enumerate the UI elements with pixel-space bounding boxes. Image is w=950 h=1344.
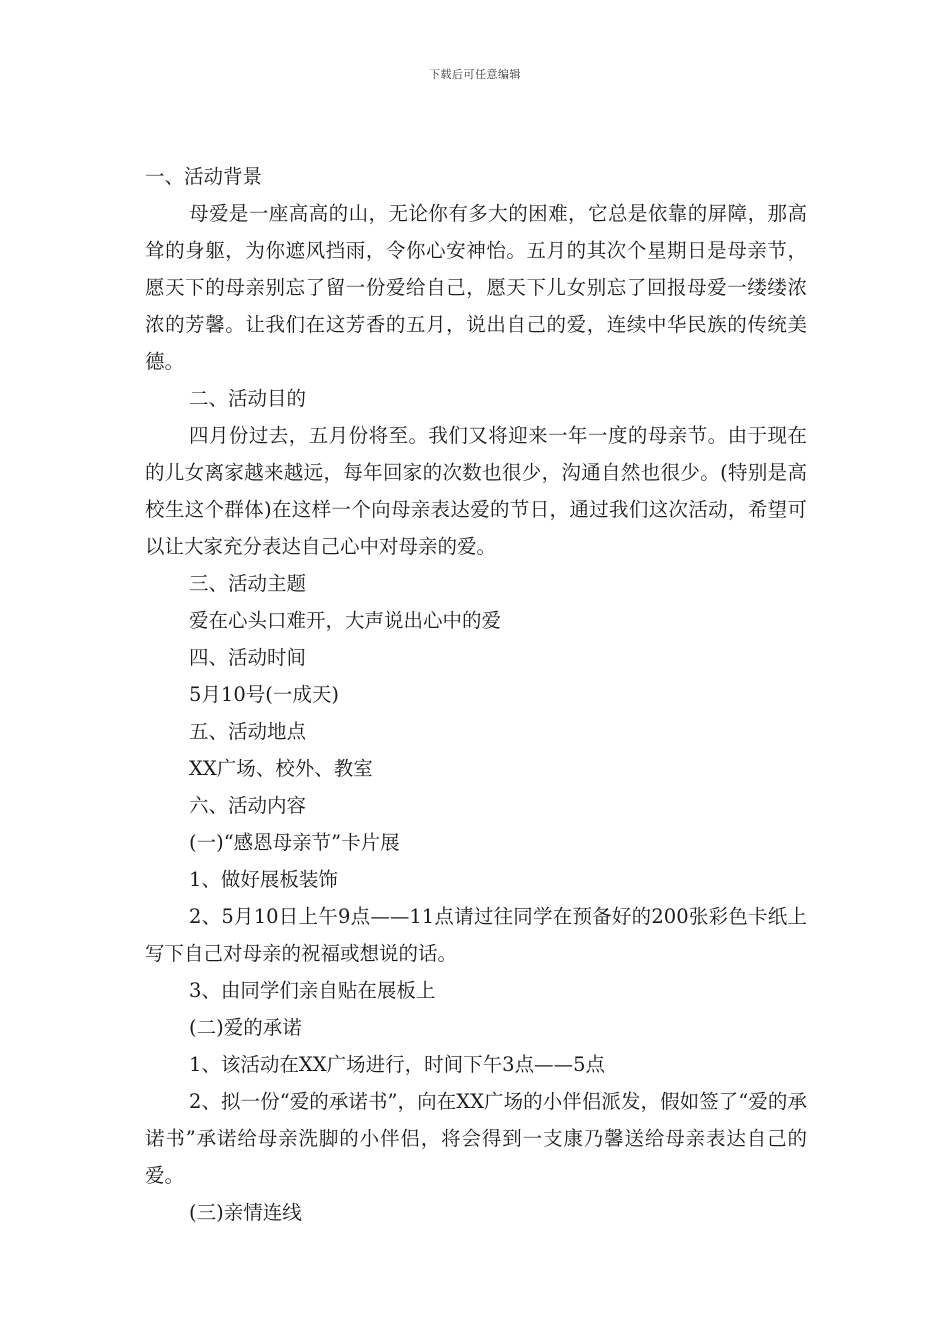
section-heading-theme: 三、活动主题 (189, 572, 307, 595)
section-heading-background: 一、活动背景 (145, 165, 263, 188)
list-item: 1、做好展板装饰 (189, 868, 338, 891)
document-body (145, 158, 807, 1231)
list-item: 3、由同学们亲自贴在展板上 (189, 979, 436, 1002)
list-item: 2、拟一份“爱的承诺书”，向在XX广场的小伴侣派发，假如签了“爱的承诺书”承诺给母亲洗脚的小伴侣，将会得到一支康乃馨送给母亲表达自己的爱。 (145, 1090, 807, 1187)
paragraph-purpose: 四月份过去，五月份将至。我们又将迎来一年一度的母亲节。由于现在的儿女离家越来越远，每年回家的次数也很少，沟通自然也很少。(特别是高校生这个群体)在这样一个向母亲表达爱的节日，通过我们这次活动，希望可以让大家充分表达自己心中对母亲的爱。 (145, 424, 807, 558)
subsection-heading-love-promise: (二)爱的承诺 (189, 1016, 302, 1039)
paragraph-time: 5月10号(一成天) (189, 683, 339, 706)
section-heading-time: 四、活动时间 (189, 646, 307, 669)
paragraph-background: 母爱是一座高高的山，无论你有多大的困难，它总是依靠的屏障，那高耸的身躯，为你遮风挡雨，令你心安神怡。五月的其次个星期日是母亲节，愿天下的母亲别忘了留一份爱给自己，愿天下儿女别忘了回报母爱一缕缕浓浓的芳馨。让我们在这芳香的五月，说出自己的爱，连续中华民族的传统美德。 (145, 202, 807, 373)
section-heading-location: 五、活动地点 (189, 720, 307, 743)
section-heading-purpose: 二、活动目的 (189, 387, 307, 410)
section-heading-content: 六、活动内容 (189, 794, 307, 817)
list-item: 2、5月10日上午9点——11点请过往同学在预备好的200张彩色卡纸上写下自己对母亲的祝福或想说的话。 (145, 905, 807, 965)
header-note: 下载后可任意编辑 (429, 68, 521, 81)
subsection-heading-card-exhibit: (一)“感恩母亲节”卡片展 (189, 831, 400, 854)
subsection-heading-family-connection: (三)亲情连线 (189, 1201, 302, 1224)
list-item: 1、该活动在XX广场进行，时间下午3点——5点 (189, 1053, 605, 1076)
paragraph-location: XX广场、校外、教室 (189, 757, 373, 780)
paragraph-theme: 爱在心头口难开，大声说出心中的爱 (189, 609, 502, 632)
